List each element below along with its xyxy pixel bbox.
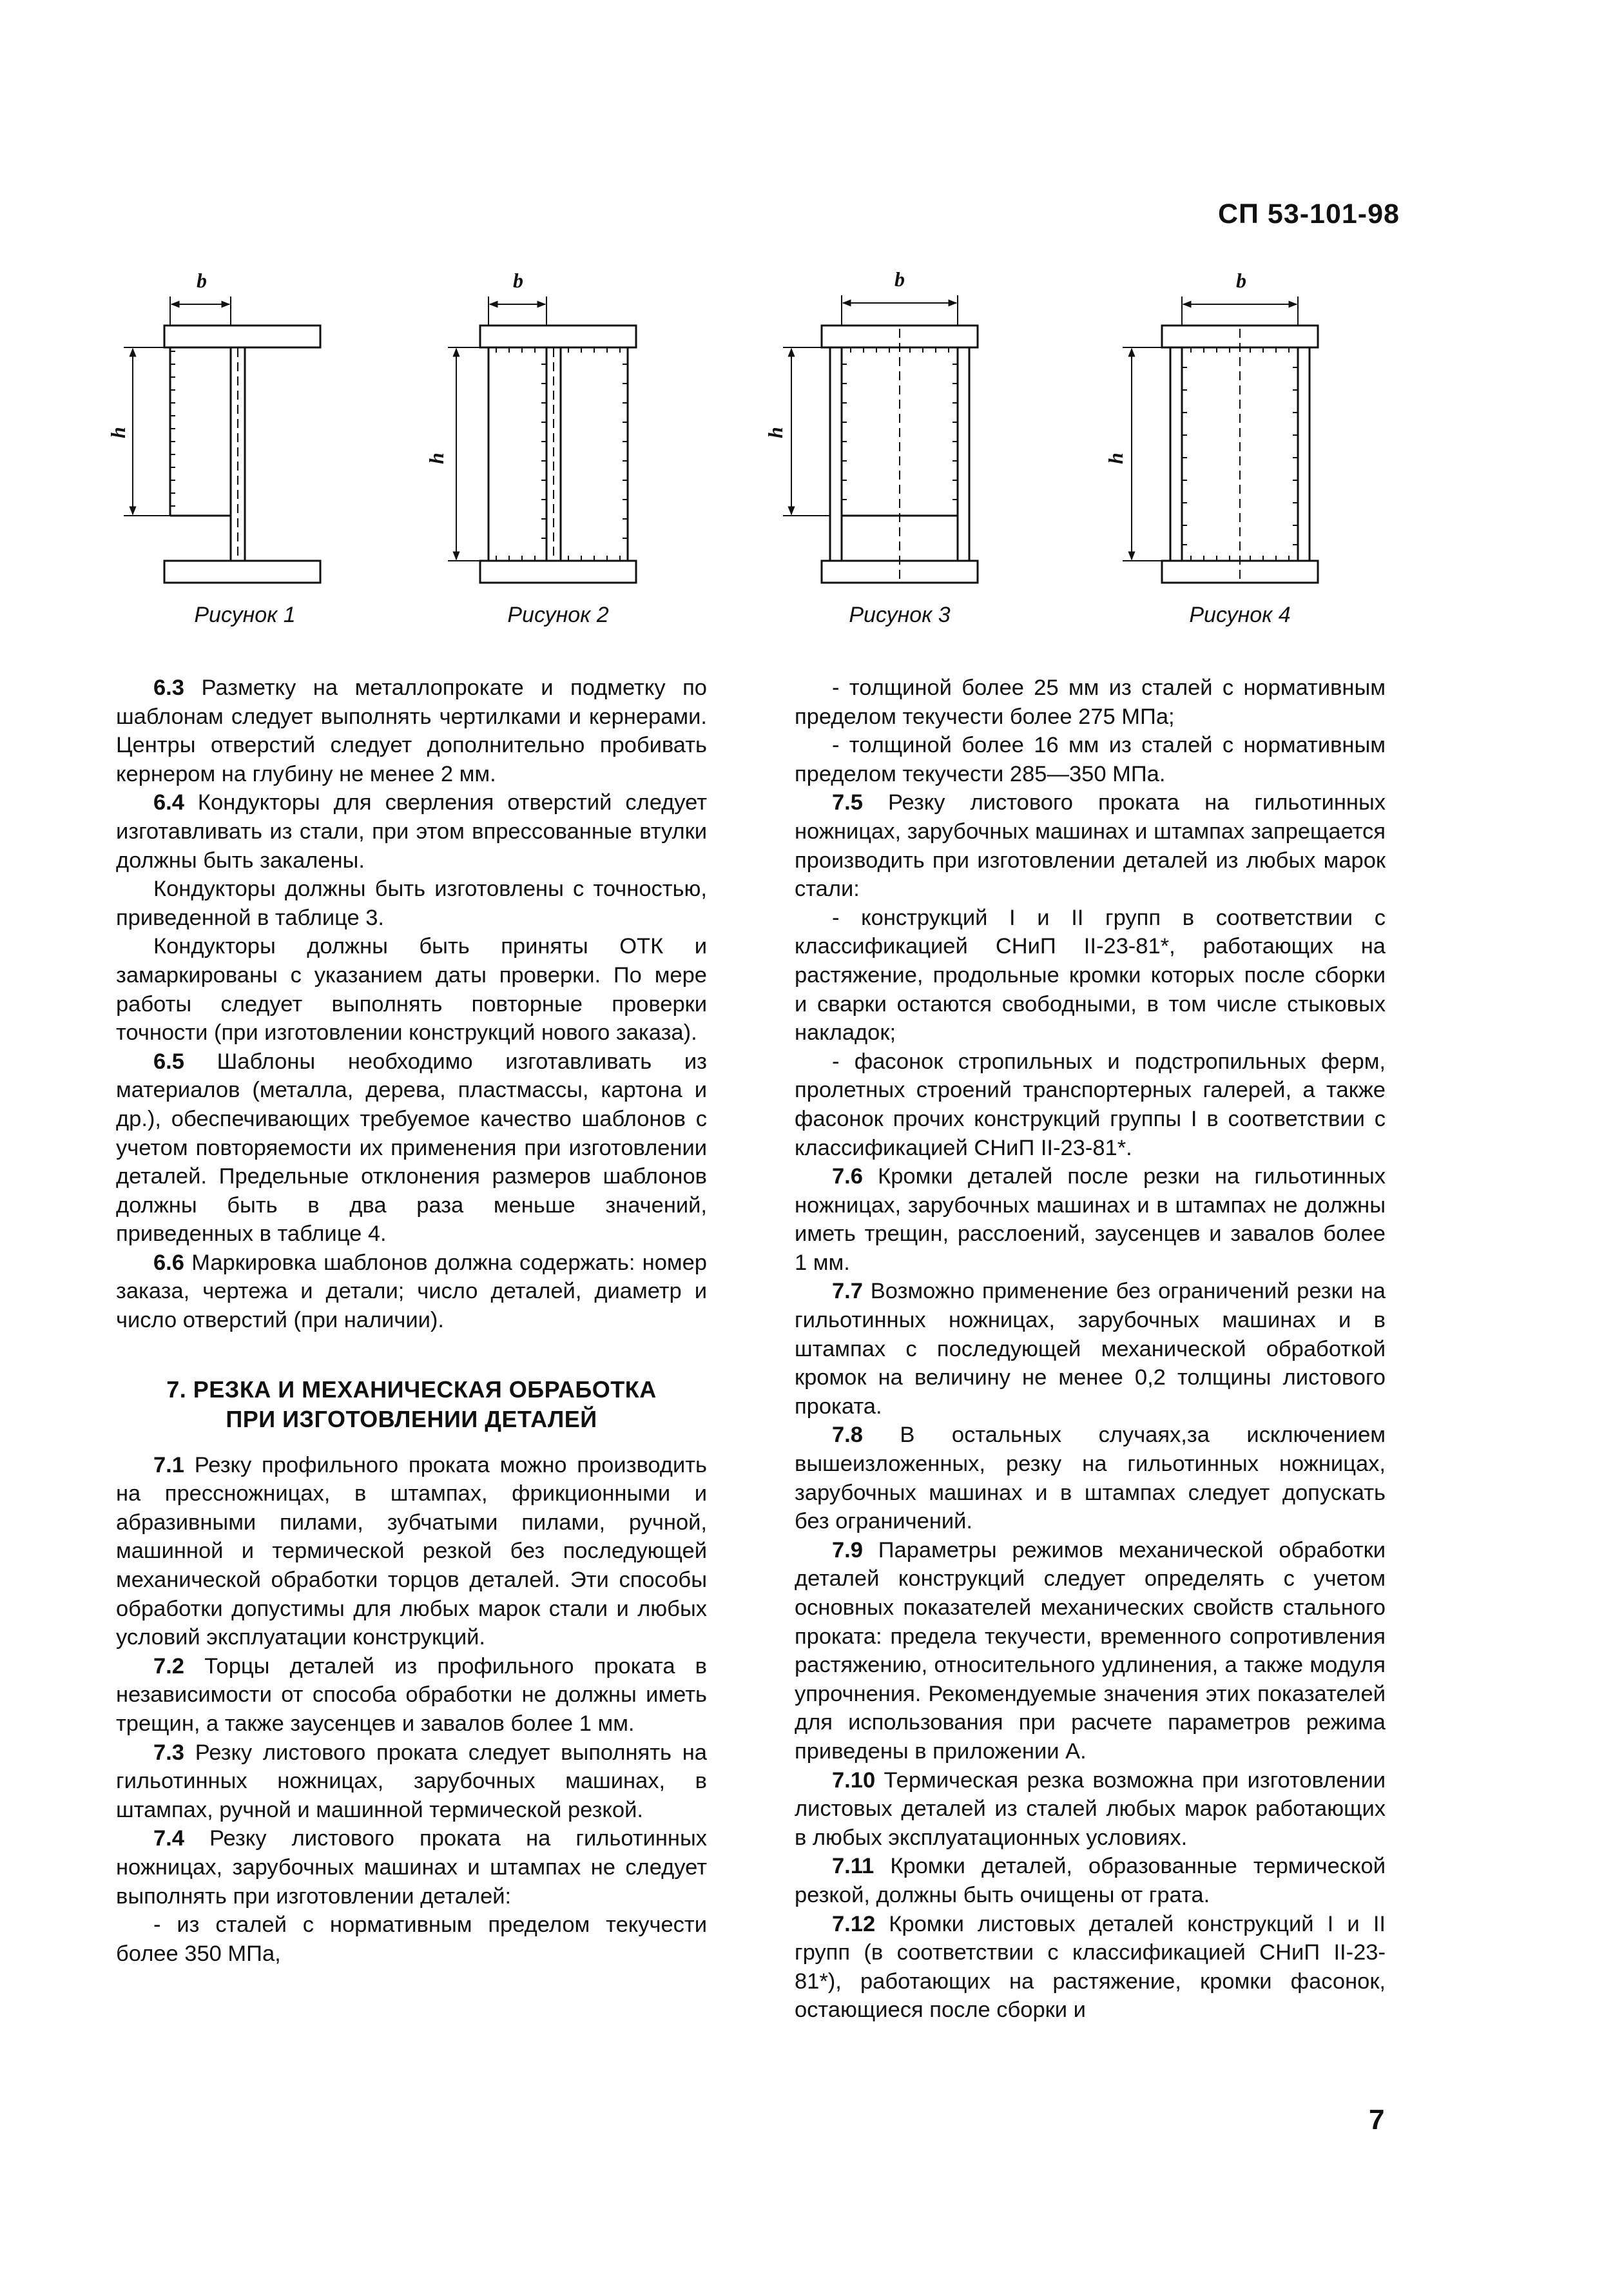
fig2-dim-b: b — [513, 269, 523, 292]
paragraph-6-4-acceptance: Кондукторы должны быть приняты ОТК и замаркированы с указанием даты проверки. По мере работы следует выполнять повторные проверки точности (при изготовлении конструкций нового заказа). — [116, 934, 707, 1046]
paragraph-7-5: 7.5 Резку листового проката на гильотинных ножницах, зарубочных машинах и штампах запрещается производить при изготовлении деталей из любых марок стали: — [795, 790, 1386, 902]
section-7-heading: 7. РЕЗКА И МЕХАНИЧЕСКАЯ ОБРАБОТКА ПРИ ИЗГОТОВЛЕНИИ ДЕТАЛЕЙ — [166, 1376, 657, 1432]
fig4-dim-h: h — [1104, 453, 1127, 464]
paragraph-6-4-precision: Кондукторы должны быть изготовлены с точностью, приведенной в таблице 3. — [116, 877, 707, 930]
paragraph-7-8: 7.8 В остальных случаях,за исключением вышеизложенных, резку на гильотинных ножницах, зарубочных машинах и в штампах следует допускать без ограничений. — [795, 1423, 1386, 1534]
paragraph-7-5-item-1: - конструкций I и II групп в соответствии с классификацией СНиП II-23-81*, работающих на растяжение, продольные кромки которых после сборки и сварки остаются свободными, в том числе стыковых накладок; — [795, 905, 1386, 1046]
document-code: СП 53-101-98 — [1218, 199, 1400, 229]
paragraph-7-4-item-3: - толщиной более 16 мм из сталей с нормативным пределом текучести 285—350 МПа. — [795, 733, 1386, 786]
figure-3-drawing — [783, 295, 978, 583]
page-number: 7 — [1369, 2104, 1385, 2136]
figure-4-caption: Рисунок 4 — [1189, 603, 1291, 627]
fig1-dim-b: b — [197, 269, 207, 292]
figure-2-caption: Рисунок 2 — [507, 603, 609, 627]
paragraph-7-12: 7.12 Кромки листовых деталей конструкций I и II групп (в соответствии с классификацией СНиП II-23-81*), работающих на растяжение, кромки фасонок, остающиеся после сборки и — [795, 1911, 1386, 2023]
figure-2-drawing — [448, 297, 636, 583]
figures-drawing — [103, 245, 1418, 593]
fig4-dim-b: b — [1236, 269, 1246, 292]
paragraph-6-5: 6.5 Шаблоны необходимо изготавливать из материалов (металла, дерева, пластмассы, картона и др.), обеспечивающих требуемое качество шаблонов с учетом повторяемости их применения при изготовлении деталей. Предельные отклонения размеров шаблонов должны быть в два раза меньше значений, приведенных в таблице 4. — [116, 1049, 707, 1247]
paragraph-7-11: 7.11 Кромки деталей, образованные термической резкой, должны быть очищены от грата. — [795, 1854, 1386, 1907]
figure-1-drawing — [124, 297, 320, 583]
paragraph-6-3: 6.3 Разметку на металлопрокате и подметку по шаблонам следует выполнять чертилками и кернерами. Центры отверстий следует дополнительно пробивать кернером на глубину не менее 2 мм. — [116, 676, 707, 786]
right-column — [795, 674, 1386, 2025]
left-column — [116, 674, 707, 1968]
paragraph-7-10: 7.10 Термическая резка возможна при изготовлении листовых деталей из сталей любых марок работающих в любых эксплуатационных условиях. — [795, 1767, 1386, 1850]
figures-row — [103, 245, 1418, 645]
fig1-dim-h: h — [106, 427, 130, 438]
paragraph-6-6: 6.6 Маркировка шаблонов должна содержать: номер заказа, чертежа и детали; число деталей, диаметр и число отверстий (при наличии). — [116, 1250, 707, 1333]
figure-4-drawing — [1123, 297, 1318, 583]
paragraph-7-4: 7.4 Резку листового проката на гильотинных ножницах, зарубочных машинах и штампах не следует выполнять при изготовлении деталей: — [116, 1826, 707, 1909]
paragraph-7-5-item-2: - фасонок стропильных и подстропильных ферм, пролетных строений транспортерных галерей, а также фасонок прочих конструкций группы I в соответствии с классификацией СНиП II-23-81*. — [795, 1049, 1386, 1160]
paragraph-7-9: 7.9 Параметры режимов механической обработки деталей конструкций следует определять с учетом основных показателей механических свойств стального проката: предела текучести, временного сопротивления растяжению, относительного удлинения, а также модуля упрочнения. Рекомендуемые значения этих показателей для использования при расчете параметров режима приведены в приложении А. — [795, 1537, 1386, 1764]
paragraph-7-4-item-1: - из сталей с нормативным пределом текучести более 350 МПа, — [116, 1913, 707, 1966]
paragraph-6-4: 6.4 Кондукторы для сверления отверстий следует изготавливать из стали, при этом впрессованные втулки должны быть закалены. — [116, 790, 707, 873]
figure-1-caption: Рисунок 1 — [194, 603, 296, 627]
fig3-dim-b: b — [894, 268, 905, 291]
figure-3-caption: Рисунок 3 — [849, 603, 951, 627]
paragraph-7-4-item-2: - толщиной более 25 мм из сталей с нормативным пределом текучести более 275 МПа; — [795, 676, 1386, 729]
paragraph-7-7: 7.7 Возможно применение без ограничений резки на гильотинных ножницах, зарубочных машинах и в штампах с последующей механической обработкой кромок на величину не менее 0,2 толщины листового проката. — [795, 1279, 1386, 1419]
paragraph-7-3: 7.3 Резку листового проката следует выполнять на гильотинных ножницах, зарубочных машинах, в штампах, ручной и машинной термической резкой. — [116, 1740, 707, 1822]
fig3-dim-h: h — [764, 427, 787, 438]
paragraph-7-6: 7.6 Кромки деталей после резки на гильотинных ножницах, зарубочных машинах и в штампах не должны иметь трещин, расслоений, заусенцев и завалов более 1 мм. — [795, 1164, 1386, 1275]
fig2-dim-h: h — [425, 453, 448, 464]
paragraph-7-1: 7.1 Резку профильного проката можно производить на прессножницах, в штампах, фрикционными и абразивными пилами, зубчатыми пилами, ручной, машинной и термической резкой без последующей механической обработки торцов деталей. Эти способы обработки допустимы для любых марок стали и любых условий эксплуатации конструкций. — [116, 1452, 707, 1650]
paragraph-7-2: 7.2 Торцы деталей из профильного проката в независимости от способа обработки не должны иметь трещин, а также заусенцев и завалов более 1 мм. — [116, 1653, 707, 1736]
